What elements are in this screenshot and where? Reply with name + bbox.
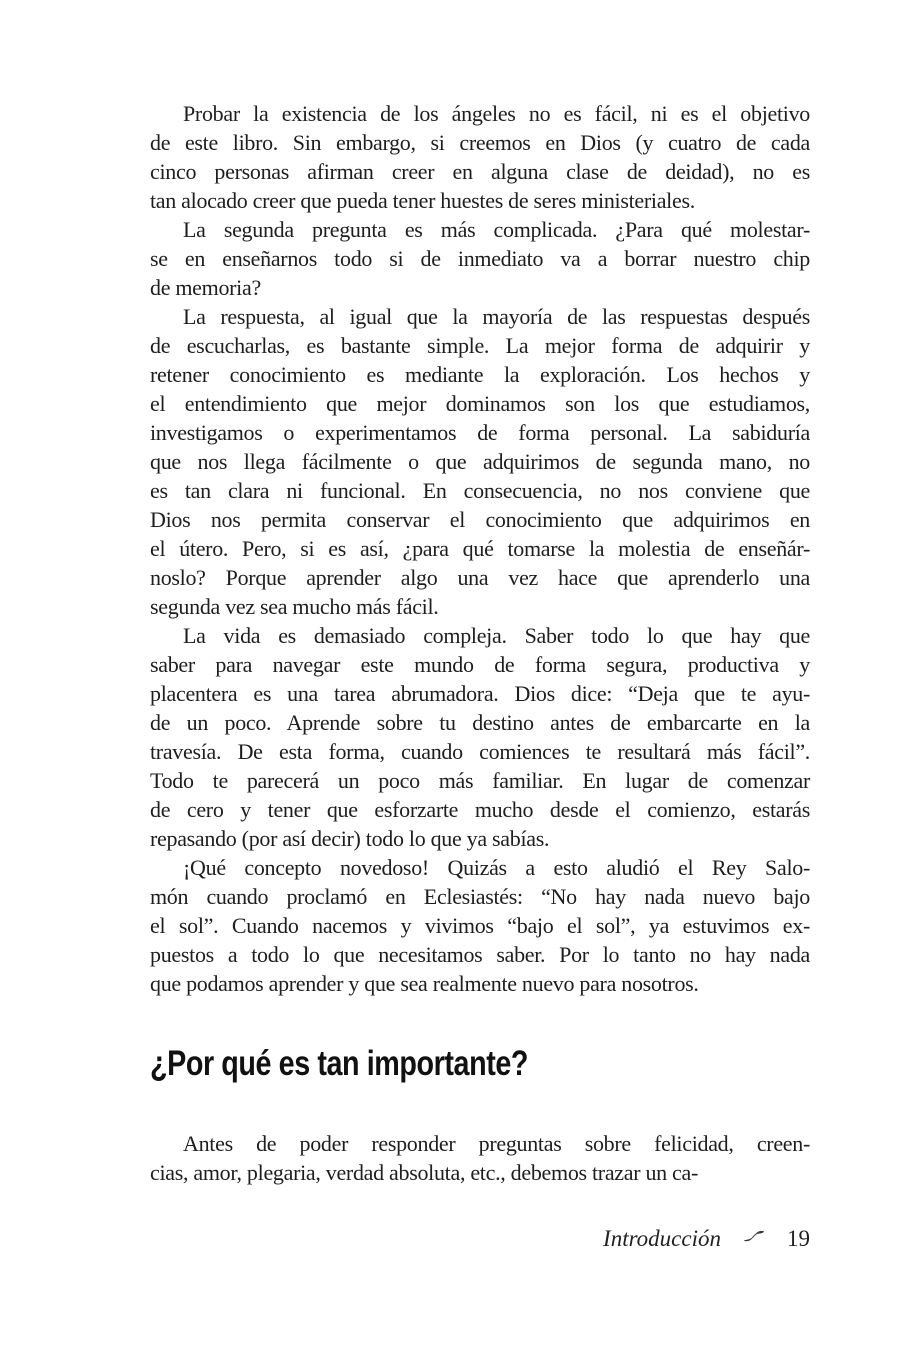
text-line: La segunda pregunta es más complicada. ¿Para qué molestar- [183,217,810,242]
text-line: de un poco. Aprende sobre tu destino antes de embarcarte en la [150,710,810,735]
swash-ornament-icon [743,1229,765,1243]
text-line: Probar la existencia de los ángeles no es fácil, ni es el objetivo [183,101,810,126]
text-line: que nos llega fácilmente o que adquirimos de segunda mano, no [150,449,810,474]
text-line: es tan clara ni funcional. En consecuencia, no nos conviene que [150,478,810,503]
text-line: retener conocimiento es mediante la exploración. Los hechos y [150,362,810,387]
page-number: 19 [787,1226,810,1251]
text-line: Antes de poder responder preguntas sobre felicidad, creen- [183,1131,810,1156]
text-line: de este libro. Sin embargo, si creemos en Dios (y cuatro de cada [150,130,810,155]
text-line: se en enseñarnos todo si de inmediato va a borrar nuestro chip [150,246,810,271]
text-line: de escucharlas, es bastante simple. La mejor forma de adquirir y [150,333,810,358]
text-line: cinco personas afirman creer en alguna clase de deidad), no es [150,159,810,184]
text-line: puestos a todo lo que necesitamos saber. Por lo tanto no hay nada [150,942,810,967]
text-line: noslo? Porque aprender algo una vez hace que aprenderlo una [150,565,810,590]
page-footer [603,1226,810,1252]
text-line: travesía. De esta forma, cuando comiences te resultará más fácil”. [150,739,810,764]
text-line: cias, amor, plegaria, verdad absoluta, etc., debemos trazar un ca- [150,1160,699,1185]
text-line: el sol”. Cuando nacemos y vivimos “bajo el sol”, ya estuvimos ex- [150,913,810,938]
text-line: investigamos o experimentamos de forma personal. La sabiduría [150,420,810,445]
text-line: La vida es demasiado compleja. Saber todo lo que hay que [183,623,810,648]
section-heading: ¿Por qué es tan importante? [150,1044,529,1083]
text-line: La respuesta, al igual que la mayoría de las respuestas después [183,304,810,329]
body-text [150,99,810,1187]
text-line: placentera es una tarea abrumadora. Dios dice: “Deja que te ayu- [150,681,810,706]
text-line: Todo te parecerá un poco más familiar. En lugar de comenzar [150,768,810,793]
body-paragraphs-after-heading [150,1129,810,1187]
text-line: saber para navegar este mundo de forma segura, productiva y [150,652,810,677]
text-line: el útero. Pero, si es así, ¿para qué tomarse la molestia de enseñár- [150,536,810,561]
text-line: Dios nos permita conservar el conocimiento que adquirimos en [150,507,810,532]
body-paragraphs [150,99,810,998]
text-line: segunda vez sea mucho más fácil. [150,594,439,619]
text-line: de cero y tener que esforzarte mucho desde el comienzo, estarás [150,797,810,822]
text-line: el entendimiento que mejor dominamos son los que estudiamos, [150,391,810,416]
footer-section-label: Introducción [603,1226,721,1251]
text-line: món cuando proclamó en Eclesiastés: “No hay nada nuevo bajo [150,884,810,909]
text-line: repasando (por así decir) todo lo que ya sabías. [150,826,550,851]
text-line: ¡Qué concepto novedoso! Quizás a esto aludió el Rey Salo- [183,855,810,880]
text-line: tan alocado creer que pueda tener huestes de seres ministeriales. [150,188,695,213]
text-line: de memoria? [150,275,261,300]
text-line: que podamos aprender y que sea realmente nuevo para nosotros. [150,971,699,996]
